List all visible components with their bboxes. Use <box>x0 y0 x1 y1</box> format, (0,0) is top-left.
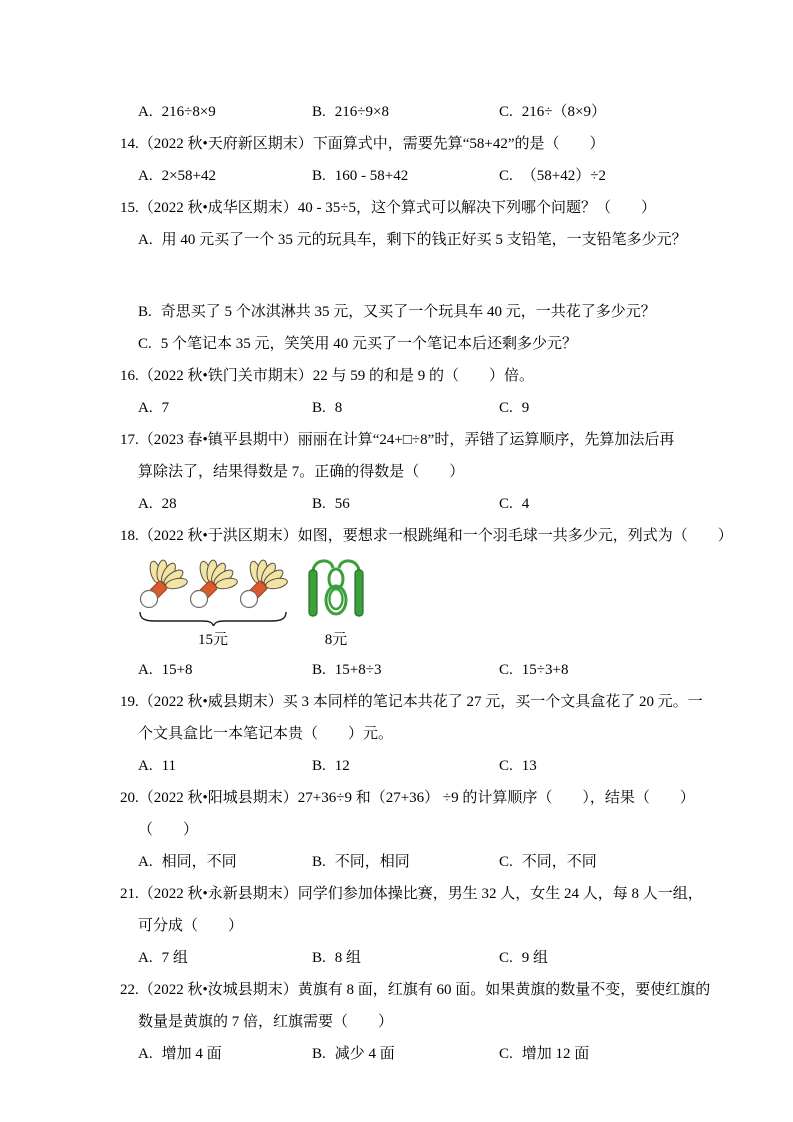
option-label: C. <box>499 1046 513 1062</box>
option-text: 8 组 <box>334 950 362 966</box>
option-text: 216÷9×8 <box>334 104 389 120</box>
question-19 <box>120 686 765 782</box>
question-22-options <box>120 1038 765 1070</box>
question-18-options <box>120 654 765 686</box>
option-text: 7 组 <box>161 950 188 966</box>
question-20 <box>120 782 765 878</box>
question-stem: 20.（2022 秋•阳城县期末）27+36÷9 和（27+36） ÷9 的计算顺序（ ），结果（ ） <box>120 790 695 806</box>
question-17 <box>120 424 765 520</box>
option-text: 15+8÷3 <box>334 662 382 678</box>
option-label: C. <box>499 496 513 512</box>
option-text: 28 <box>161 496 177 512</box>
option-c <box>499 96 765 128</box>
option-label: B. <box>312 400 326 416</box>
option-c <box>499 846 765 878</box>
option-label: B. <box>312 168 326 184</box>
option-text: 8 <box>334 400 343 416</box>
question-13-options <box>120 96 765 128</box>
option-label: A. <box>138 400 153 416</box>
option-a <box>138 1038 312 1070</box>
option-a <box>138 846 312 878</box>
option-a <box>120 224 765 256</box>
question-21 <box>120 878 765 974</box>
question-stem: 17.（2023 春•镇平县期中）丽丽在计算“24+□÷8”时，弄错了运算顺序，先算加法后再 <box>120 432 675 448</box>
option-text: 13 <box>521 758 537 774</box>
option-b <box>312 942 499 974</box>
option-text: 15+8 <box>161 662 193 678</box>
option-c <box>499 1038 765 1070</box>
question-19-options <box>120 750 765 782</box>
option-a <box>138 654 312 686</box>
option-label: C. <box>138 336 152 352</box>
option-label: B. <box>312 758 326 774</box>
option-label: C. <box>499 950 513 966</box>
question-17-options <box>120 488 765 520</box>
option-text: 相同，不同 <box>161 854 237 870</box>
option-label: B. <box>312 496 326 512</box>
option-label: C. <box>499 854 513 870</box>
option-text: 用 40 元买了一个 35 元的玩具车，剩下的钱正好买 5 支铅笔，一支铅笔多少元？ <box>161 232 687 248</box>
option-a <box>138 942 312 974</box>
option-text: 4 <box>521 496 530 512</box>
shuttlecock-icon <box>238 558 288 610</box>
option-b <box>312 160 499 192</box>
option-label: B. <box>312 854 326 870</box>
question-20-options <box>120 846 765 878</box>
option-c <box>499 488 765 520</box>
question-15 <box>120 192 765 360</box>
option-text: 56 <box>334 496 350 512</box>
option-label: A. <box>138 232 153 248</box>
option-label: C. <box>499 104 513 120</box>
option-label: A. <box>138 104 153 120</box>
shuttlecock-icon <box>138 558 188 610</box>
option-text: 12 <box>334 758 350 774</box>
question-stem-continued: 算除法了，结果得数是 7。正确的得数是（ ） <box>138 464 465 480</box>
option-label: B. <box>312 950 326 966</box>
option-c <box>499 160 765 192</box>
question-stem-continued: 个文具盒比一本笔记本贵（ ）元。 <box>138 726 394 742</box>
option-label: C. <box>499 168 513 184</box>
underbrace-icon <box>138 611 288 626</box>
option-b <box>312 96 499 128</box>
question-stem-continued: （ ） <box>138 822 199 838</box>
option-text: 9 组 <box>521 950 549 966</box>
option-text: 160 - 58+42 <box>334 168 409 184</box>
option-label: C. <box>499 400 513 416</box>
option-c <box>499 654 765 686</box>
shuttlecock-row <box>138 558 288 610</box>
option-text: 11 <box>161 758 177 774</box>
question-22 <box>120 974 765 1070</box>
option-b <box>312 392 499 424</box>
shuttlecock-icon <box>188 558 238 610</box>
option-b <box>312 750 499 782</box>
option-text: 9 <box>521 400 530 416</box>
question-14 <box>120 128 765 192</box>
option-text: 不同，相同 <box>334 854 410 870</box>
option-label: A. <box>138 496 153 512</box>
question-stem: 19.（2022 秋•威县期末）买 3 本同样的笔记本共花了 27 元，买一个文具盒花了 20 元。一 <box>120 694 703 710</box>
option-text: （58+42）÷2 <box>521 168 606 184</box>
option-text: 减少 4 面 <box>334 1046 395 1062</box>
question-stem: 21.（2022 秋•永新县期末）同学们参加体操比赛，男生 32 人，女生 24 人，每 8 人一组， <box>120 886 703 902</box>
option-b <box>120 296 765 328</box>
option-b <box>312 488 499 520</box>
option-text: 不同，不同 <box>521 854 597 870</box>
question-stem-continued: 可分成（ ） <box>138 918 244 934</box>
shuttlecock-group <box>138 558 288 654</box>
option-text: 奇思买了 5 个冰淇淋共 35 元，又买了一个玩具车 40 元，一共花了多少元？ <box>160 304 656 320</box>
option-label: A. <box>138 168 153 184</box>
option-label: B. <box>312 662 326 678</box>
question-18 <box>120 520 765 686</box>
option-text: 增加 4 面 <box>161 1046 222 1062</box>
question-stem: 14.（2022 秋•天府新区期末）下面算式中，需要先算“58+42”的是（ ） <box>120 136 605 152</box>
option-label: B. <box>138 304 152 320</box>
question-16-options <box>120 392 765 424</box>
option-a <box>138 750 312 782</box>
rope-price-label: 8元 <box>324 632 348 648</box>
option-c <box>499 750 765 782</box>
question-stem: 22.（2022 秋•汝城县期末）黄旗有 8 面，红旗有 60 面。如果黄旗的数量不变，要使红旗的 <box>120 982 711 998</box>
question-14-options <box>120 160 765 192</box>
question-stem: 16.（2022 秋•铁门关市期末）22 与 59 的和是 9 的（ ）倍。 <box>120 368 535 384</box>
option-label: C. <box>499 662 513 678</box>
jump-rope-icon <box>306 554 366 626</box>
option-text: 216÷（8×9） <box>521 104 606 120</box>
option-label: A. <box>138 758 153 774</box>
shuttlecock-price-label: 15元 <box>197 632 228 648</box>
option-a <box>138 392 312 424</box>
option-a <box>138 160 312 192</box>
question-16 <box>120 360 765 424</box>
blank-working-space <box>120 256 765 296</box>
option-label: C. <box>499 758 513 774</box>
option-text: 增加 12 面 <box>521 1046 590 1062</box>
question-18-figure <box>120 552 765 654</box>
option-c <box>499 942 765 974</box>
question-21-options <box>120 942 765 974</box>
option-text: 2×58+42 <box>161 168 217 184</box>
option-c <box>120 328 765 360</box>
question-stem: 18.（2022 秋•于洪区期末）如图，要想求一根跳绳和一个羽毛球一共多少元，列式为（ ） <box>120 528 733 544</box>
option-a <box>138 488 312 520</box>
option-label: B. <box>312 1046 326 1062</box>
option-label: B. <box>312 104 326 120</box>
option-text: 216÷8×9 <box>161 104 216 120</box>
option-text: 7 <box>161 400 170 416</box>
option-b <box>312 654 499 686</box>
option-text: 15÷3+8 <box>521 662 569 678</box>
option-a <box>138 96 312 128</box>
option-label: A. <box>138 854 153 870</box>
question-stem: 15.（2022 秋•成华区期末）40 - 35÷5，这个算式可以解决下列哪个问题？（ ） <box>120 200 656 216</box>
option-label: A. <box>138 950 153 966</box>
jump-rope-group <box>306 554 366 654</box>
question-stem-continued: 数量是黄旗的 7 倍，红旗需要（ ） <box>138 1014 394 1030</box>
option-b <box>312 1038 499 1070</box>
question-13 <box>120 96 765 128</box>
option-c <box>499 392 765 424</box>
option-label: A. <box>138 662 153 678</box>
option-text: 5 个笔记本 35 元，笑笑用 40 元买了一个笔记本后还剩多少元？ <box>160 336 578 352</box>
option-label: A. <box>138 1046 153 1062</box>
option-b <box>312 846 499 878</box>
